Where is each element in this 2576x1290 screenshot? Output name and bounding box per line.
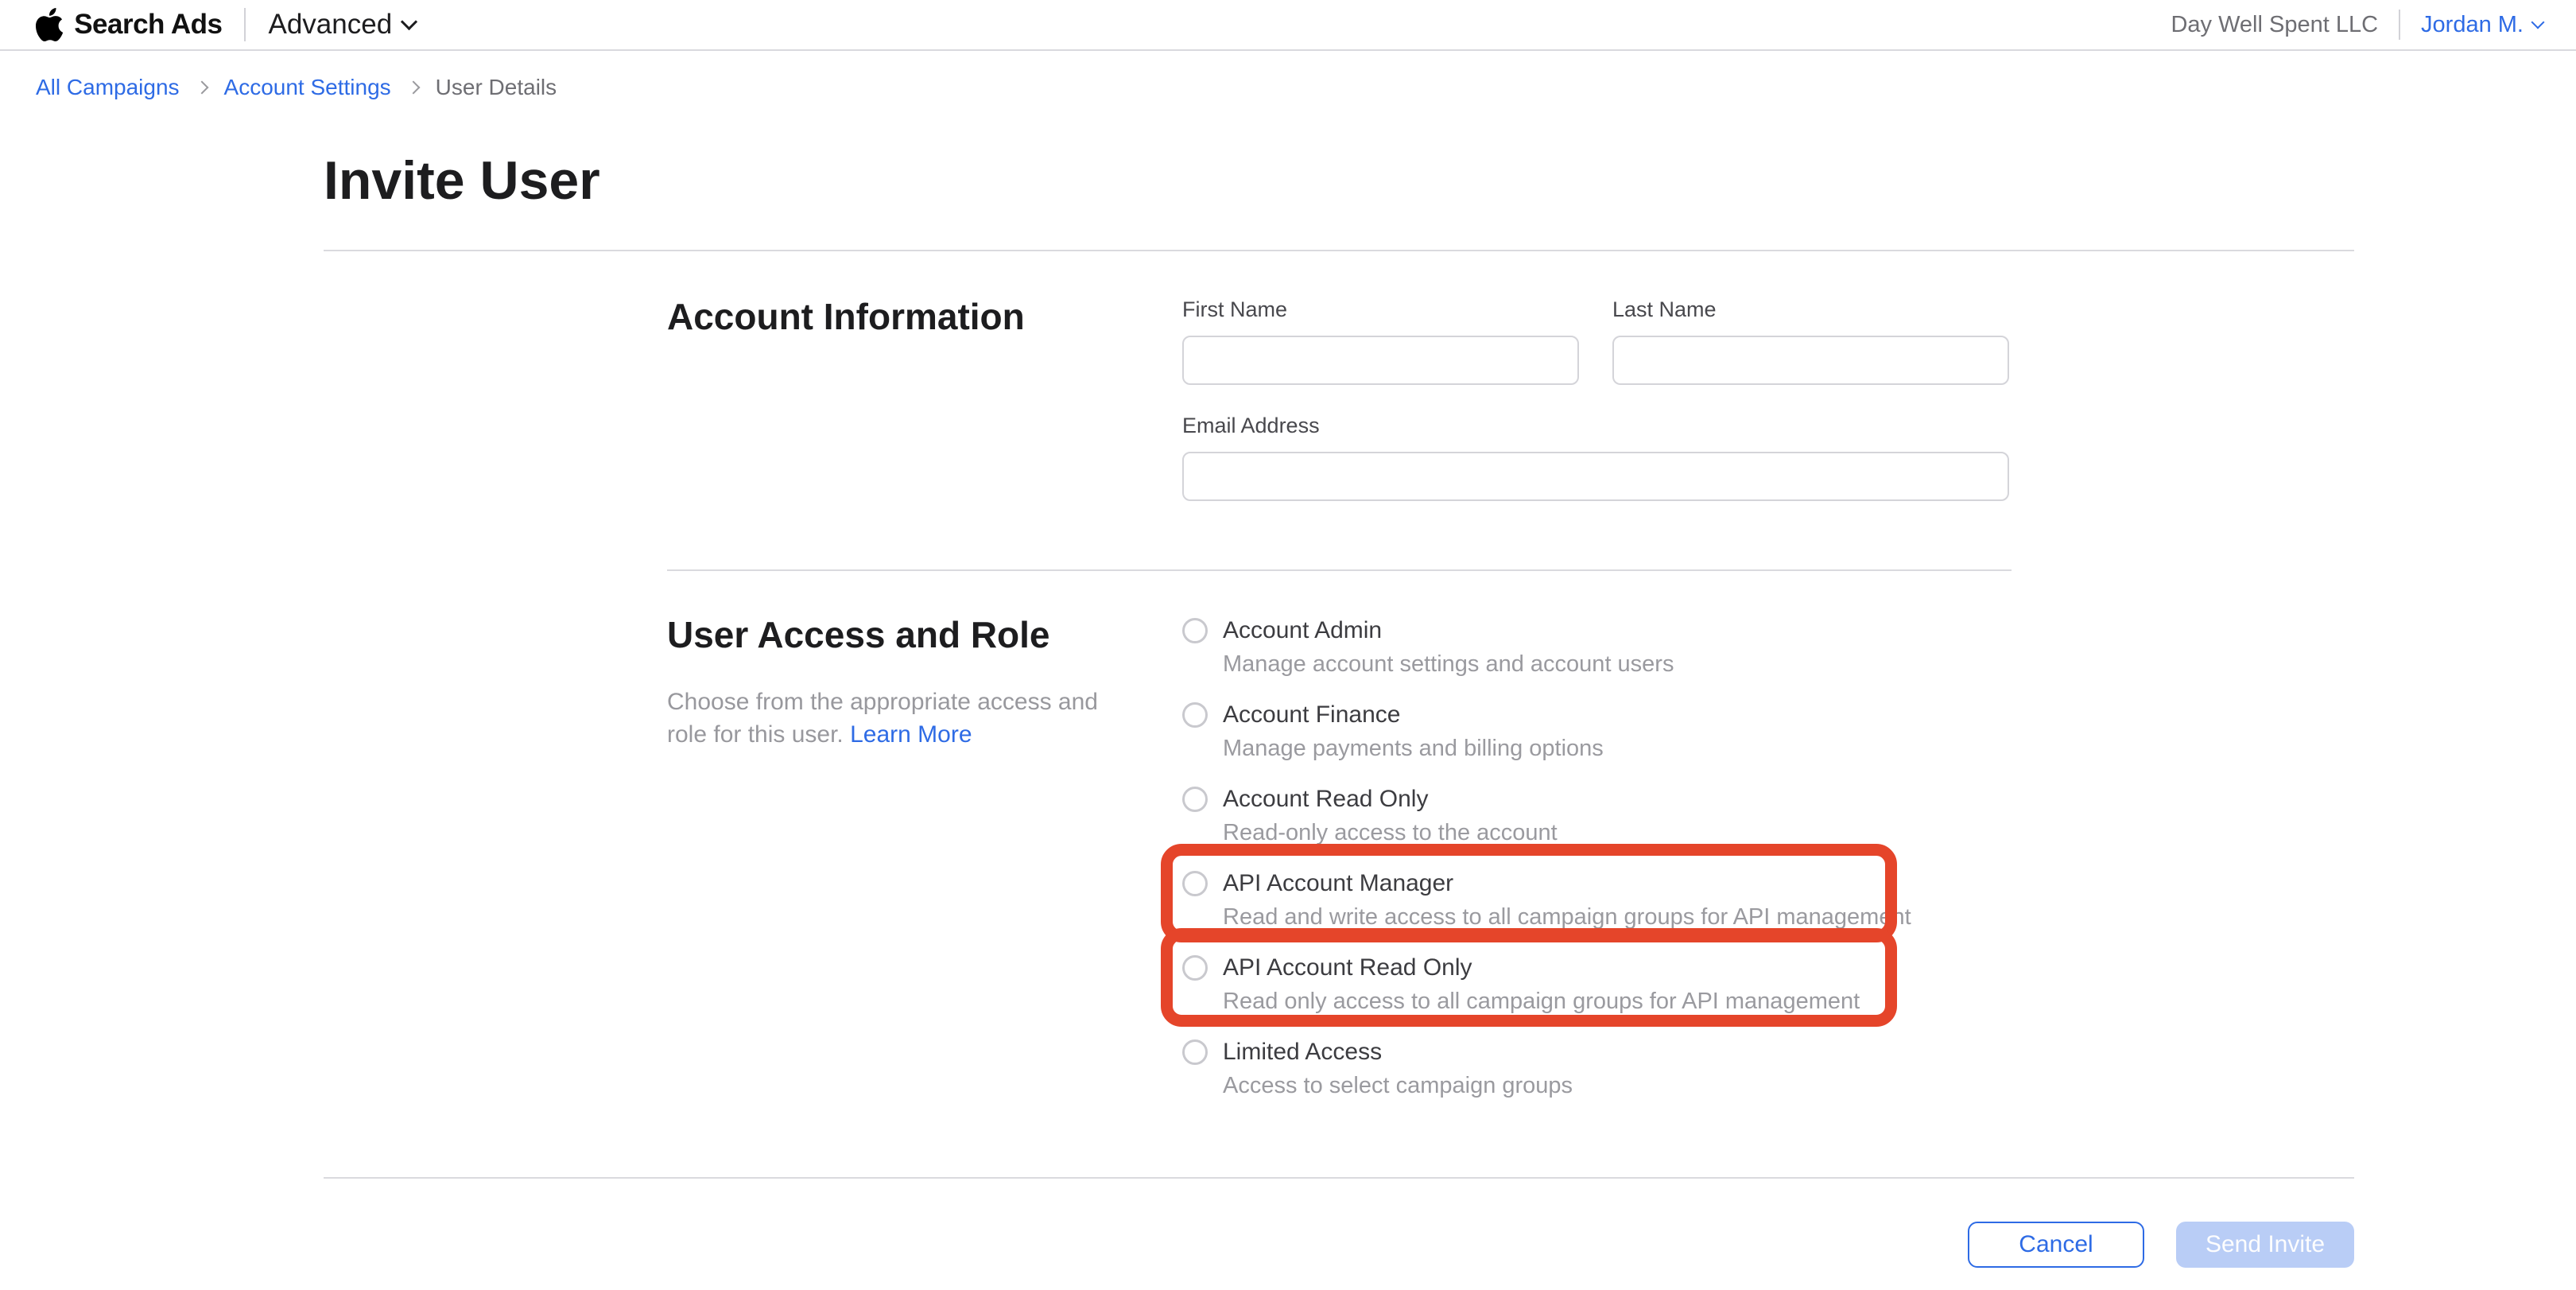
role-options-list — [1182, 614, 2009, 1121]
user-access-heading: User Access and Role — [667, 614, 1050, 655]
radio-button-icon[interactable] — [1182, 871, 1208, 896]
header-divider — [2399, 10, 2400, 40]
radio-option-account-read-only[interactable] — [1182, 784, 2009, 847]
user-menu-dropdown[interactable] — [2421, 12, 2543, 38]
last-name-label: Last Name — [1612, 297, 1717, 321]
learn-more-link[interactable]: Learn More — [850, 721, 972, 748]
radio-option-account-finance[interactable] — [1182, 700, 2009, 763]
breadcrumb-current-user-details: User Details — [435, 75, 557, 99]
cancel-button[interactable]: Cancel — [1968, 1222, 2144, 1268]
footer-actions — [324, 1222, 2354, 1268]
radio-option-api-account-read-only[interactable] — [1182, 953, 2009, 1016]
apple-logo-icon — [36, 8, 63, 41]
breadcrumb-link-account-settings[interactable]: Account Settings — [223, 75, 391, 99]
name-fields-row — [1182, 296, 2009, 385]
radio-option-label: Account Finance — [1223, 701, 1401, 728]
top-nav-right — [2171, 10, 2543, 40]
divider — [667, 569, 2012, 571]
radio-option-label: Limited Access — [1223, 1039, 1383, 1065]
radio-option-description: Read-only access to the account — [1223, 820, 1558, 845]
last-name-group — [1612, 296, 2009, 385]
radio-button-icon[interactable] — [1182, 787, 1208, 812]
radio-option-account-admin[interactable] — [1182, 616, 2009, 678]
org-name: Day Well Spent LLC — [2171, 11, 2379, 37]
radio-option-label: API Account Manager — [1223, 870, 1454, 896]
product-switcher-dropdown[interactable] — [268, 9, 415, 41]
email-group — [1182, 414, 2009, 501]
radio-option-label: Account Admin — [1223, 617, 1383, 643]
chevron-right-icon — [195, 81, 208, 95]
header-divider — [244, 8, 246, 41]
chevron-down-icon — [2531, 16, 2545, 29]
radio-button-icon[interactable] — [1182, 618, 1208, 643]
radio-button-icon[interactable] — [1182, 1039, 1208, 1065]
first-name-group — [1182, 296, 1579, 385]
account-information-section — [324, 296, 2354, 501]
user-access-section — [324, 614, 2354, 1121]
product-name: Advanced — [268, 9, 393, 40]
radio-option-description: Access to select campaign groups — [1223, 1073, 1573, 1098]
section-heading-column — [667, 614, 1182, 1121]
radio-option-label: API Account Read Only — [1223, 954, 1472, 981]
last-name-field[interactable] — [1612, 336, 2009, 385]
user-name: Jordan M. — [2421, 11, 2524, 37]
radio-option-description: Read and write access to all campaign groups for API management — [1223, 904, 1911, 930]
brand-name: Search Ads — [74, 9, 223, 40]
first-name-field[interactable] — [1182, 336, 1579, 385]
brand-lockup[interactable] — [36, 8, 222, 41]
email-field[interactable] — [1182, 452, 2009, 501]
user-access-description-text: Choose from the appropriate access and role for this user. — [667, 689, 1098, 748]
breadcrumb — [36, 75, 2576, 100]
top-nav-left — [36, 8, 415, 41]
user-access-description — [667, 686, 1114, 751]
breadcrumb-link-all-campaigns[interactable]: All Campaigns — [36, 75, 180, 99]
chevron-down-icon — [401, 13, 417, 29]
first-name-label: First Name — [1182, 297, 1288, 321]
account-information-form — [1182, 296, 2009, 501]
radio-option-description: Manage payments and billing options — [1223, 736, 1604, 761]
invite-user-page — [324, 151, 2354, 1268]
radio-option-api-account-manager[interactable] — [1182, 868, 2009, 931]
radio-option-description: Manage account settings and account users — [1223, 651, 1674, 677]
radio-button-icon[interactable] — [1182, 955, 1208, 981]
radio-option-label: Account Read Only — [1223, 786, 1429, 812]
radio-option-description: Read only access to all campaign groups for API management — [1223, 989, 1860, 1014]
send-invite-button[interactable]: Send Invite — [2176, 1222, 2354, 1268]
account-information-heading: Account Information — [667, 296, 1025, 337]
radio-button-icon[interactable] — [1182, 702, 1208, 728]
divider — [324, 250, 2354, 251]
page-title: Invite User — [324, 150, 600, 211]
chevron-right-icon — [406, 81, 420, 95]
email-label: Email Address — [1182, 414, 1320, 437]
radio-option-limited-access[interactable] — [1182, 1037, 2009, 1100]
divider — [324, 1177, 2354, 1179]
top-nav — [0, 0, 2576, 51]
section-heading-column — [667, 296, 1182, 501]
